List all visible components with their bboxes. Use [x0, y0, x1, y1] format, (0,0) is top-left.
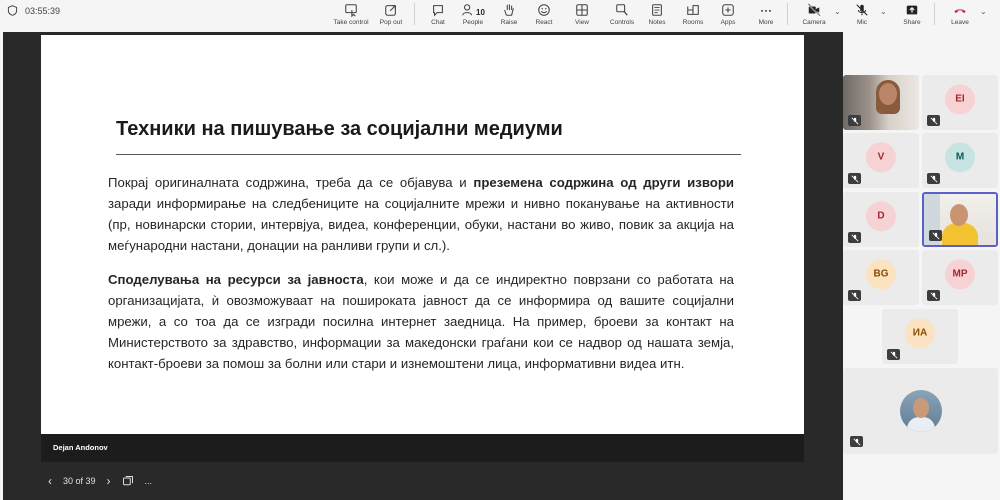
mic-muted-icon [929, 230, 942, 241]
hang-up-icon [953, 3, 967, 17]
share-button[interactable] [898, 0, 926, 30]
take-control-button[interactable] [330, 0, 372, 30]
slide-navigation [48, 475, 152, 487]
mic-options-chevron-icon[interactable]: ⌄ [880, 7, 887, 16]
smiley-icon [537, 3, 551, 17]
apps-plus-icon [721, 3, 735, 17]
participant-avatar: V [866, 142, 896, 172]
slide-more-options[interactable]: ... [144, 476, 153, 486]
mic-muted-icon [887, 349, 900, 360]
pop-out-button[interactable] [376, 0, 406, 30]
next-slide-chevron-icon[interactable]: › [106, 474, 111, 488]
notes-label: Notes [648, 19, 666, 26]
more-dots-icon [759, 3, 773, 17]
p2-text-b: , кои може и да се индиректно поврзани со работата на организацијата, ѝ овозможуваат на поширокaта јавност да се информира од вашите социјални мрежи, а со тоа да се изгради посилна интернет заедница. На пример, броеви за контакт на Министерството за здравство, информации за македонски граѓани кои се надвор од нашата земја, контакт-броеви за помош за болни или стари и изнемоштени лица, информативни видеа итн. [108, 272, 734, 371]
participant-tile-mp[interactable] [922, 250, 998, 305]
apps-button[interactable] [716, 0, 740, 30]
shield-icon [7, 5, 18, 16]
participant-avatar: M [945, 142, 975, 172]
participant-tile-bg[interactable] [843, 250, 919, 305]
timer-text: 03:55:39 [25, 5, 61, 16]
participant-tile-el[interactable] [922, 75, 998, 130]
mic-muted-icon [850, 436, 863, 447]
p2-text-bold: Споделувања на ресурси за јавноста [108, 272, 364, 287]
rooms-icon [686, 3, 700, 17]
leave-label: Leave [951, 19, 969, 26]
raise-hand-icon [502, 3, 516, 17]
chat-label: Chat [431, 19, 445, 26]
profile-photo-avatar [900, 390, 942, 432]
controls-button[interactable] [604, 0, 640, 30]
mic-muted-icon [848, 115, 861, 126]
self-view-tile[interactable] [843, 368, 998, 454]
slide-divider [116, 154, 741, 155]
p1-text-c: заради информирање на следбениците на социјалните мрежи и нивно поканување на активности (пр, новинарски стории, интервјуа, видеа, конференции, обуки, настани во живо, повик за акција на меѓународни настани, донации на ранливи групи и сл.). [108, 196, 734, 253]
participant-tile-video-1[interactable] [843, 75, 919, 130]
raise-label: Raise [500, 19, 518, 26]
meeting-timer [7, 5, 60, 16]
mic-button[interactable] [848, 0, 876, 30]
slide-paragraph-2 [108, 269, 734, 374]
participant-tile-v[interactable] [843, 133, 919, 188]
mic-muted-icon [927, 115, 940, 126]
shared-content-stage [3, 32, 843, 500]
people-count: 10 [476, 8, 485, 17]
take-control-label: Take control [333, 19, 369, 26]
mic-muted-icon [927, 290, 940, 301]
mic-muted-icon [848, 232, 861, 243]
apps-label: Apps [720, 19, 736, 26]
slide-title: Техники на пишување за социјални медиуми [116, 118, 563, 140]
camera-off-icon [807, 3, 821, 17]
slide-overview-icon[interactable] [122, 475, 134, 487]
toolbar-divider [787, 3, 788, 25]
presentation-slide [41, 35, 804, 434]
participant-tile-d[interactable] [843, 192, 919, 247]
leave-options-chevron-icon[interactable]: ⌄ [980, 7, 987, 16]
participant-avatar: BG [866, 259, 896, 289]
chat-button[interactable] [424, 0, 452, 30]
participant-tile-m[interactable] [922, 133, 998, 188]
raise-hand-button[interactable] [496, 0, 522, 30]
toolbar-divider [414, 3, 415, 25]
camera-button[interactable] [798, 0, 830, 30]
notes-icon [650, 3, 664, 17]
p1-text-bold: преземена содржина од други извори [473, 175, 734, 190]
react-label: React [535, 19, 553, 26]
toolbar-divider [934, 3, 935, 25]
pop-out-icon [384, 3, 398, 17]
previous-slide-chevron-icon[interactable]: ‹ [48, 474, 52, 488]
controls-icon [615, 3, 629, 17]
people-label: People [462, 19, 484, 26]
people-icon [461, 3, 475, 17]
rooms-label: Rooms [682, 19, 704, 26]
slide-paragraph-1 [108, 172, 734, 256]
more-button[interactable] [754, 0, 778, 30]
presenter-bar [41, 434, 804, 462]
participant-tile-video-speaking[interactable] [922, 192, 998, 247]
p1-text-a: Покрај оригиналната содржина, треба да се објавува и [108, 175, 474, 190]
share-icon [905, 3, 919, 17]
mic-off-icon [855, 3, 869, 17]
meeting-toolbar [0, 0, 1000, 30]
leave-button[interactable] [944, 0, 976, 30]
participant-tile-ia[interactable] [882, 309, 958, 364]
participant-avatar: MP [945, 259, 975, 289]
more-label: More [758, 19, 774, 26]
view-label: View [575, 19, 589, 26]
participant-avatar: ИА [905, 318, 935, 348]
participant-avatar: D [866, 201, 896, 231]
grid-icon [575, 3, 589, 17]
take-control-icon [344, 3, 358, 17]
controls-label: Controls [609, 19, 635, 26]
presenter-name: Dejan Andonov [53, 443, 108, 452]
mic-muted-icon [848, 173, 861, 184]
view-button[interactable] [568, 0, 596, 30]
camera-label: Camera [802, 19, 826, 26]
mic-muted-icon [848, 290, 861, 301]
notes-button[interactable] [644, 0, 670, 30]
share-label: Share [903, 19, 921, 26]
chat-icon [431, 3, 445, 17]
mic-muted-icon [927, 173, 940, 184]
camera-options-chevron-icon[interactable]: ⌄ [834, 7, 841, 16]
rooms-button[interactable] [679, 0, 707, 30]
slide-counter: 30 of 39 [63, 476, 96, 486]
react-button[interactable] [530, 0, 558, 30]
pop-out-label: Pop out [379, 19, 403, 26]
people-button[interactable] [458, 0, 488, 30]
participant-avatar: EI [945, 84, 975, 114]
mic-label: Mic [856, 19, 868, 26]
